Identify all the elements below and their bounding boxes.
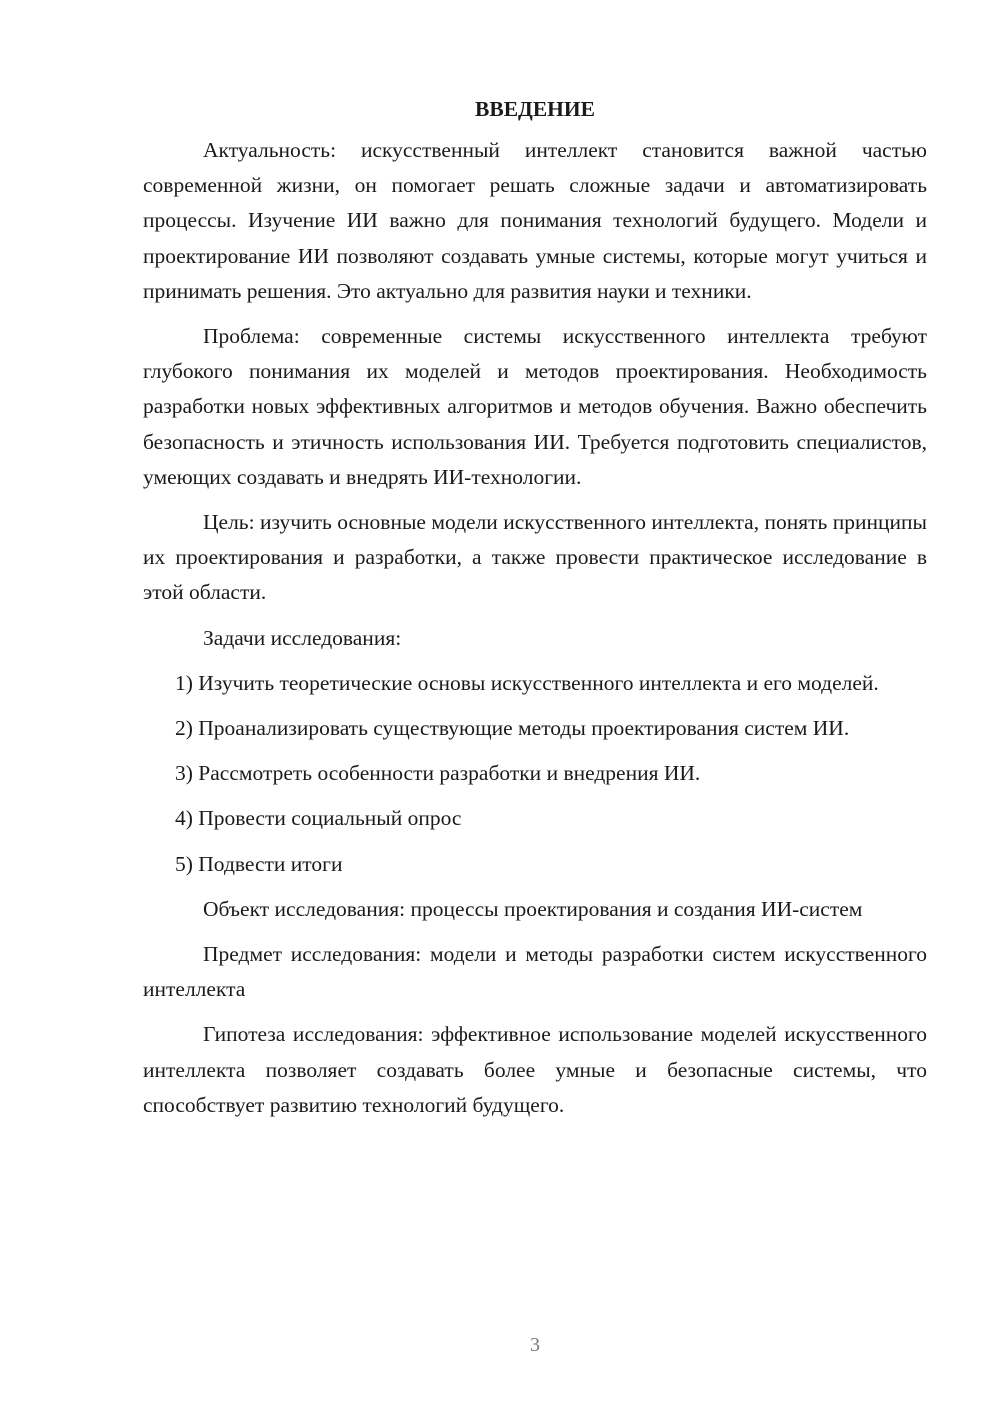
object-paragraph: Объект исследования: процессы проектирования и создания ИИ-систем xyxy=(203,896,863,921)
hypothesis-paragraph: Гипотеза исследования: эффективное использование моделей искусственного интеллекта позволяет создавать более умные и безопасные системы, что способствует развитию технологий будущего. xyxy=(143,1022,927,1117)
tasks-heading: Задачи исследования: xyxy=(203,625,402,650)
page-number: 3 xyxy=(530,1334,540,1356)
relevance-paragraph: Актуальность: искусственный интеллект становится важной частью современной жизни, он помогает решать сложные задачи и автоматизировать процессы. Изучение ИИ важно для понимания технологий будущего. Модели и проектирование ИИ позволяют создавать умные системы, которые могут учиться и принимать решения. Это актуально для развития науки и техники. xyxy=(143,138,927,303)
task-item: 4) Провести социальный опрос xyxy=(175,806,462,831)
task-item: 1) Изучить теоретические основы искусственного интеллекта и его моделей. xyxy=(175,670,879,695)
task-item: 5) Подвести итоги xyxy=(175,851,343,876)
subject-paragraph: Предмет исследования: модели и методы разработки систем искусственного интеллекта xyxy=(143,942,927,1002)
task-item: 3) Рассмотреть особенности разработки и внедрения ИИ. xyxy=(175,761,701,786)
goal-paragraph: Цель: изучить основные модели искусственного интеллекта, понять принципы их проектирования и разработки, а также провести практическое исследование в этой области. xyxy=(143,510,927,605)
section-title: ВВЕДЕНИЕ xyxy=(475,97,595,121)
problem-paragraph: Проблема: современные системы искусственного интеллекта требуют глубокого понимания их моделей и методов проектирования. Необходимость разработки новых эффективных алгоритмов и методов обучения. Важно обеспечить безопасность и этичность использования ИИ. Требуется подготовить специалистов, умеющих создавать и внедрять ИИ-технологии. xyxy=(143,324,927,489)
document-page xyxy=(143,92,927,1133)
task-item: 2) Проанализировать существующие методы проектирования систем ИИ. xyxy=(175,716,850,741)
